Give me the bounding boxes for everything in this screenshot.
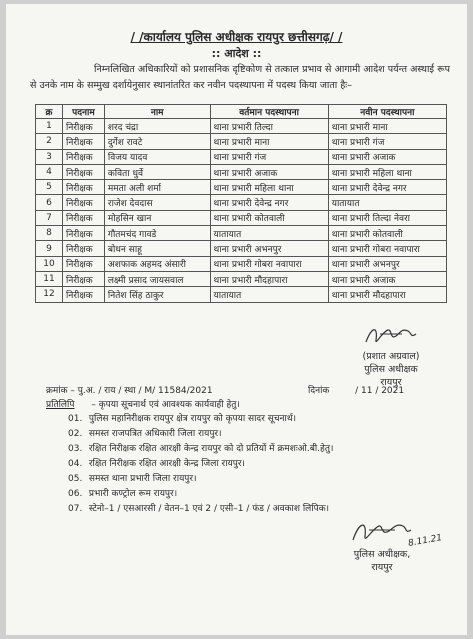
signature-scribble-icon	[347, 516, 417, 546]
cell-new-posting: थाना प्रभारी अजाक	[328, 149, 446, 164]
memo-date	[308, 384, 404, 398]
copy-item-number: 01.	[68, 414, 83, 424]
table-row	[36, 287, 447, 302]
table-row	[36, 149, 447, 164]
officer-title: पुलिस अधीक्षक	[364, 364, 418, 375]
copy-item-text: समस्त राजपत्रित अधिकारी जिला रायपुर।	[88, 429, 222, 439]
cell-serial: 7	[36, 210, 63, 225]
cell-new-posting: थाना प्रभारी गंज	[328, 134, 446, 149]
copy-purpose: – कृपया सूचनार्थ एवं आवश्यक कार्यवाही हेतु।	[91, 400, 240, 410]
cell-serial: 2	[36, 134, 63, 149]
signatory-title: पुलिस अधीक्षक,	[353, 549, 411, 560]
cell-serial: 5	[36, 180, 63, 195]
cell-name: लक्ष्मी प्रसाद जायसवाल	[104, 271, 210, 286]
copy-item-number: 07.	[68, 504, 83, 514]
transfer-table	[35, 104, 447, 303]
cell-current-posting: यातायात	[210, 287, 328, 302]
cell-name: राजेश देवदास	[104, 195, 210, 210]
cell-current-posting: थाना प्रभारी मौदहापारा	[210, 271, 328, 286]
copy-item-text: पुलिस महानिरीक्षक रायपुर क्षेत्र रायपुर को कृपया सादर सूचनार्थ।	[88, 414, 297, 424]
memo-date-label: दिनांक	[308, 386, 330, 396]
cell-new-posting: थाना प्रभारी अजाक	[328, 271, 446, 286]
copy-item	[68, 502, 446, 517]
copy-item-text: रक्षित निरीक्षक रक्षित आरक्षी केन्द्र जिला रायपुर।	[88, 459, 245, 469]
cell-serial: 3	[36, 149, 63, 164]
header-current-posting: वर्तमान पदस्थापना	[210, 105, 328, 119]
cell-current-posting: थाना प्रभारी गंज	[210, 149, 328, 164]
copy-item	[68, 412, 446, 427]
cell-name: बोधन साहू	[104, 241, 210, 256]
signature-scribble-icon	[362, 322, 420, 348]
cell-serial: 11	[36, 271, 63, 286]
cell-designation: निरीक्षक	[63, 210, 105, 225]
cell-current-posting: थाना प्रभारी गोबरा नवापारा	[210, 256, 328, 271]
copy-item-text: समस्त थाना प्रभारी जिला रायपुर।	[88, 474, 197, 484]
cell-new-posting: यातायात	[328, 195, 446, 210]
cell-name: विजय यादव	[104, 149, 210, 164]
officer-name: (प्रशात अग्रवाल)	[362, 351, 420, 362]
cell-name: मोहसिन खान	[104, 210, 210, 225]
cell-name: गौतमचंद गावडे	[104, 226, 210, 241]
cell-current-posting: थाना प्रभारी अजाक	[210, 164, 328, 179]
copy-label: प्रतिलिपि	[46, 400, 75, 410]
table-row	[36, 119, 447, 134]
copy-item	[68, 442, 446, 457]
cell-designation: निरीक्षक	[63, 287, 105, 302]
order-title: :: आदेश ::	[211, 47, 262, 60]
cell-current-posting: थाना प्रभारी महिला थाना	[210, 180, 328, 195]
cell-designation: निरीक्षक	[63, 256, 105, 271]
copy-item-text: रक्षित निरीक्षक रक्षित आरक्षी केन्द्र रायपुर को दो प्रतियों में क्रमशःओ.बी.हेतु।	[88, 444, 334, 454]
cell-serial: 6	[36, 195, 63, 210]
cell-new-posting: थाना प्रभारी मौदहापारा	[328, 287, 446, 302]
cell-current-posting: थाना प्रभारी अभनपुर	[210, 241, 328, 256]
copy-item	[68, 487, 446, 502]
cell-designation: निरीक्षक	[63, 226, 105, 241]
cell-serial: 8	[36, 226, 63, 241]
table-row	[36, 210, 447, 225]
table-row	[36, 180, 447, 195]
cell-name: शरद चंद्रा	[104, 119, 210, 134]
copy-item-text: स्टेनो–1 / एसआरसी / वेतन–1 एवं 2 / एसी–1 / फंड / अवकाश लिपिक।	[88, 504, 330, 514]
cell-new-posting: थाना प्रभारी महिला थाना	[328, 164, 446, 179]
cell-new-posting: थाना प्रभारी देवेन्द्र नगर	[328, 180, 446, 195]
copy-item	[68, 427, 446, 442]
header-designation: पदनाम	[63, 105, 105, 119]
cell-name: कविता धुर्वे	[104, 164, 210, 179]
intro-paragraph: निम्नलिखित अधिकारियों को प्रशासनिक दृष्टिकोण से तत्काल प्रभाव से आगामी आदेश पर्यन्त अस्थाई रूप से उनके नाम के सम्मुख दर्शायेनुसार स्थानांतरित कर नवीन पदस्थापना में पदस्थ किया जाता हैः–	[30, 64, 450, 91]
cell-designation: निरीक्षक	[63, 271, 105, 286]
cell-new-posting: थाना प्रभारी गोबरा नवापारा	[328, 241, 446, 256]
table-row	[36, 164, 447, 179]
copy-list	[46, 412, 446, 517]
order-document	[6, 4, 467, 635]
cell-serial: 9	[36, 241, 63, 256]
cell-current-posting: थाना प्रभारी देवेन्द्र नगर	[210, 195, 328, 210]
cell-serial: 4	[36, 164, 63, 179]
cell-current-posting: थाना प्रभारी कोतवाली	[210, 210, 328, 225]
table-row	[36, 271, 447, 286]
table-header-row	[36, 105, 447, 119]
cell-current-posting: थाना प्रभारी तिल्दा	[210, 119, 328, 134]
cell-new-posting: थाना प्रभारी माना	[328, 119, 446, 134]
copy-item-number: 06.	[68, 489, 83, 499]
signatory-place: रायपुर	[371, 562, 393, 573]
table-row	[36, 256, 447, 271]
cell-current-posting: यातायात	[210, 226, 328, 241]
cell-designation: निरीक्षक	[63, 180, 105, 195]
header-name: नाम	[104, 105, 210, 119]
handwritten-date: 8.11.21	[407, 533, 443, 549]
cell-serial: 1	[36, 119, 63, 134]
signature-block-1	[336, 322, 446, 389]
cell-name: अशफाक अहमद अंसारी	[104, 256, 210, 271]
table-row	[36, 195, 447, 210]
cell-new-posting: थाना प्रभारी कोतवाली	[328, 226, 446, 241]
table-row	[36, 226, 447, 241]
copy-heading	[46, 398, 446, 412]
cell-new-posting: थाना प्रभारी अभनपुर	[328, 256, 446, 271]
table-row	[36, 241, 447, 256]
cell-designation: निरीक्षक	[63, 195, 105, 210]
copy-item-text: प्रभारी कण्ट्रोल रूम रायपुर।	[88, 489, 178, 499]
header-serial: क्र	[36, 105, 63, 119]
cell-new-posting: थाना प्रभारी तिल्दा नेवरा	[328, 210, 446, 225]
office-heading: / /कार्यालय पुलिस अधीक्षक रायपुर छत्तीसगढ़/ /	[130, 30, 343, 44]
cell-designation: निरीक्षक	[63, 164, 105, 179]
table-row	[36, 134, 447, 149]
memo-block	[46, 384, 446, 517]
memo-reference: क्रमांक – पु.अ. / राय / स्था / M/ 11584/2021	[46, 386, 213, 396]
copy-item-number: 02.	[68, 429, 83, 439]
cell-designation: निरीक्षक	[63, 119, 105, 134]
cell-designation: निरीक्षक	[63, 134, 105, 149]
copy-item	[68, 457, 446, 472]
table-body	[36, 119, 447, 303]
memo-ref-line	[46, 384, 446, 398]
cell-name: ममता अली शर्मा	[104, 180, 210, 195]
officer-place: रायपुर	[380, 377, 402, 388]
cell-serial: 12	[36, 287, 63, 302]
copy-item-number: 05.	[68, 474, 83, 484]
copy-item-number: 04.	[68, 459, 83, 469]
copy-item	[68, 472, 446, 487]
header-new-posting: नवीन पदस्थापना	[328, 105, 446, 119]
memo-date-value: / 11 / 2021	[355, 386, 405, 396]
cell-designation: निरीक्षक	[63, 241, 105, 256]
cell-current-posting: थाना प्रभारी माना	[210, 134, 328, 149]
cell-serial: 10	[36, 256, 63, 271]
cell-designation: निरीक्षक	[63, 149, 105, 164]
cell-name: दुर्गेश रावटे	[104, 134, 210, 149]
cell-name: नितेश सिंह ठाकुर	[104, 287, 210, 302]
copy-item-number: 03.	[68, 444, 83, 454]
